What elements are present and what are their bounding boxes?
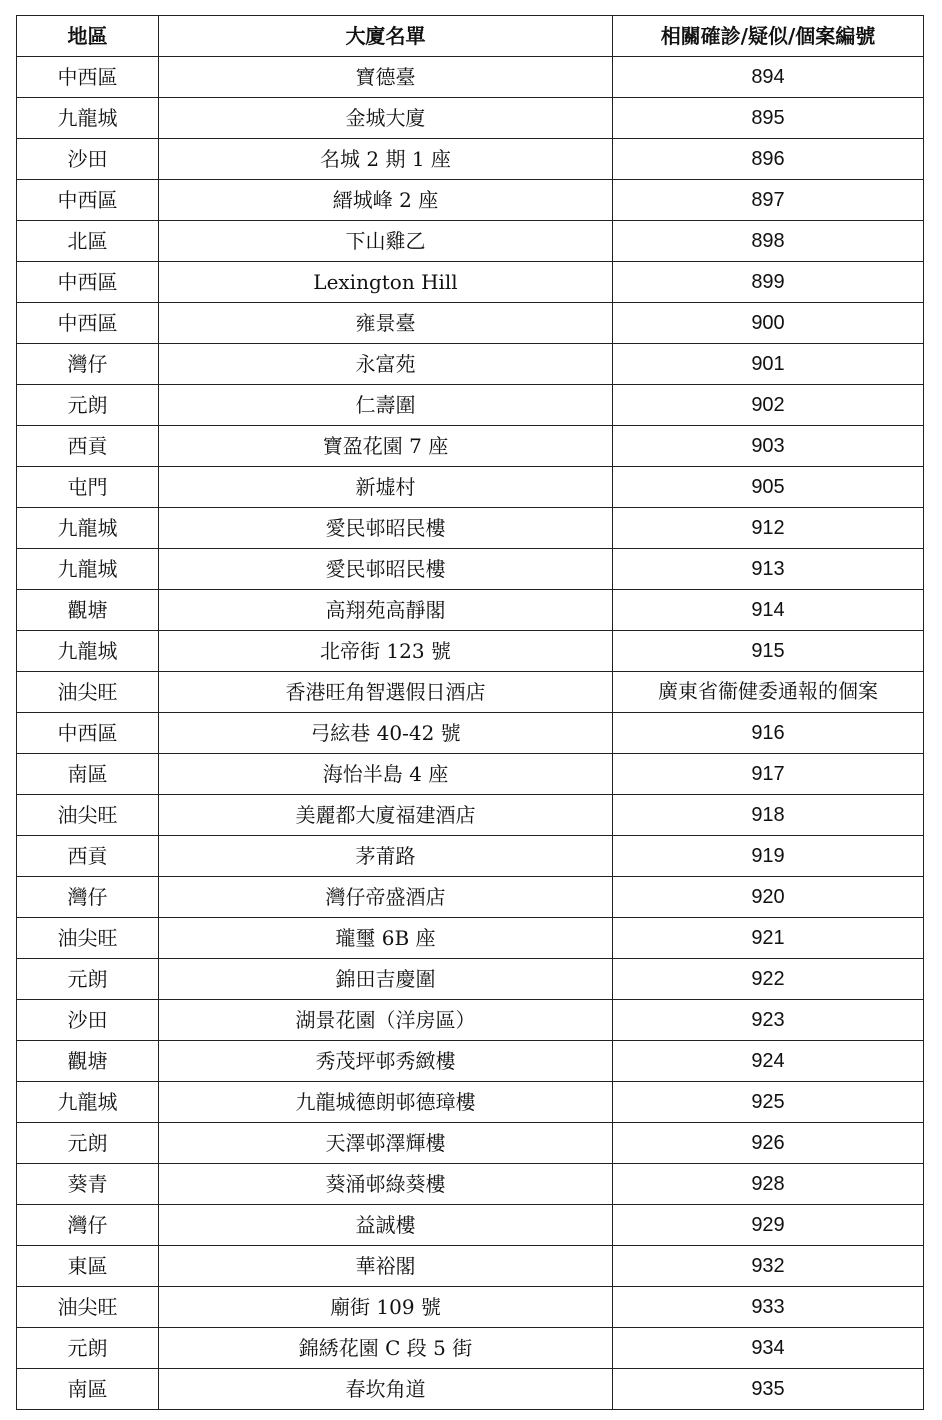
district-cell: 油尖旺 (17, 918, 159, 959)
table-row (17, 836, 924, 877)
district-cell: 中西區 (17, 713, 159, 754)
table-row (17, 1000, 924, 1041)
table-row (17, 1164, 924, 1205)
case-number-cell: 898 (613, 221, 924, 262)
case-number-cell: 923 (613, 1000, 924, 1041)
table-row (17, 221, 924, 262)
building-name-cell: 縉城峰 2 座 (159, 180, 613, 221)
building-name-cell: 永富苑 (159, 344, 613, 385)
table-row (17, 426, 924, 467)
building-name-cell: 弓絃巷 40-42 號 (159, 713, 613, 754)
building-name-cell: 金城大廈 (159, 98, 613, 139)
case-number-cell: 914 (613, 590, 924, 631)
building-name-cell: 高翔苑高靜閣 (159, 590, 613, 631)
case-number-cell: 920 (613, 877, 924, 918)
district-cell: 灣仔 (17, 344, 159, 385)
district-cell: 九龍城 (17, 631, 159, 672)
table-row (17, 303, 924, 344)
building-name-cell: 湖景花園（洋房區） (159, 1000, 613, 1041)
district-cell: 中西區 (17, 303, 159, 344)
district-cell: 中西區 (17, 57, 159, 98)
building-name-cell: 美麗都大廈福建酒店 (159, 795, 613, 836)
district-cell: 屯門 (17, 467, 159, 508)
district-cell: 中西區 (17, 180, 159, 221)
table-header-row (17, 16, 924, 57)
case-number-cell: 932 (613, 1246, 924, 1287)
district-cell: 九龍城 (17, 1082, 159, 1123)
building-name-cell: 香港旺角智選假日酒店 (159, 672, 613, 713)
district-cell: 觀塘 (17, 590, 159, 631)
case-number-cell: 廣東省衞健委通報的個案 (613, 672, 924, 713)
district-cell: 南區 (17, 754, 159, 795)
table-row (17, 180, 924, 221)
district-cell: 葵青 (17, 1164, 159, 1205)
building-name-cell: 愛民邨昭民樓 (159, 549, 613, 590)
table-row (17, 508, 924, 549)
case-number-cell: 924 (613, 1041, 924, 1082)
table-row (17, 877, 924, 918)
case-number-cell: 895 (613, 98, 924, 139)
table-row (17, 344, 924, 385)
district-cell: 元朗 (17, 959, 159, 1000)
table-row (17, 959, 924, 1000)
building-name-cell: 雍景臺 (159, 303, 613, 344)
building-name-cell: 茅莆路 (159, 836, 613, 877)
case-number-cell: 918 (613, 795, 924, 836)
building-name-cell: Lexington Hill (159, 262, 613, 303)
district-cell: 元朗 (17, 1123, 159, 1164)
table-row (17, 98, 924, 139)
table-row (17, 1328, 924, 1369)
table-row (17, 385, 924, 426)
table-row (17, 139, 924, 180)
case-number-cell: 905 (613, 467, 924, 508)
case-number-cell: 934 (613, 1328, 924, 1369)
table-row (17, 672, 924, 713)
building-name-cell: 秀茂坪邨秀緻樓 (159, 1041, 613, 1082)
case-number-cell: 912 (613, 508, 924, 549)
table-row (17, 1123, 924, 1164)
case-number-cell: 894 (613, 57, 924, 98)
building-name-cell: 天澤邨澤輝樓 (159, 1123, 613, 1164)
case-number-column-header: 相關確診/疑似/個案編號 (613, 16, 924, 57)
table-row (17, 631, 924, 672)
table-row (17, 1041, 924, 1082)
table-row (17, 1287, 924, 1328)
building-name-cell: 春坎角道 (159, 1369, 613, 1410)
table-row (17, 467, 924, 508)
case-number-cell: 935 (613, 1369, 924, 1410)
table-row (17, 1369, 924, 1410)
case-number-cell: 916 (613, 713, 924, 754)
district-cell: 九龍城 (17, 549, 159, 590)
table-row (17, 1246, 924, 1287)
case-number-cell: 902 (613, 385, 924, 426)
case-number-cell: 897 (613, 180, 924, 221)
building-name-cell: 名城 2 期 1 座 (159, 139, 613, 180)
building-name-cell: 愛民邨昭民樓 (159, 508, 613, 549)
building-case-table (16, 15, 924, 1410)
district-cell: 南區 (17, 1369, 159, 1410)
district-cell: 觀塘 (17, 1041, 159, 1082)
building-name-cell: 北帝街 123 號 (159, 631, 613, 672)
case-number-cell: 922 (613, 959, 924, 1000)
district-cell: 元朗 (17, 1328, 159, 1369)
case-number-cell: 903 (613, 426, 924, 467)
district-cell: 灣仔 (17, 877, 159, 918)
case-number-cell: 901 (613, 344, 924, 385)
table-row (17, 262, 924, 303)
building-name-cell: 瓏璽 6B 座 (159, 918, 613, 959)
district-cell: 北區 (17, 221, 159, 262)
table-row (17, 1082, 924, 1123)
building-name-cell: 仁壽圍 (159, 385, 613, 426)
district-cell: 西貢 (17, 836, 159, 877)
case-number-cell: 900 (613, 303, 924, 344)
case-number-cell: 896 (613, 139, 924, 180)
district-cell: 九龍城 (17, 508, 159, 549)
district-cell: 九龍城 (17, 98, 159, 139)
building-name-cell: 錦綉花園 C 段 5 街 (159, 1328, 613, 1369)
building-name-cell: 九龍城德朗邨德璋樓 (159, 1082, 613, 1123)
table-row (17, 590, 924, 631)
case-number-cell: 926 (613, 1123, 924, 1164)
building-name-cell: 廟街 109 號 (159, 1287, 613, 1328)
building-name-cell: 寶德臺 (159, 57, 613, 98)
case-number-cell: 915 (613, 631, 924, 672)
district-cell: 東區 (17, 1246, 159, 1287)
case-number-cell: 917 (613, 754, 924, 795)
building-name-cell: 新墟村 (159, 467, 613, 508)
district-cell: 元朗 (17, 385, 159, 426)
district-cell: 油尖旺 (17, 795, 159, 836)
table-row (17, 1205, 924, 1246)
case-number-cell: 899 (613, 262, 924, 303)
table-row (17, 57, 924, 98)
district-cell: 沙田 (17, 1000, 159, 1041)
table-row (17, 713, 924, 754)
building-name-cell: 灣仔帝盛酒店 (159, 877, 613, 918)
district-cell: 西貢 (17, 426, 159, 467)
building-name-cell: 寶盈花園 7 座 (159, 426, 613, 467)
building-column-header: 大廈名單 (159, 16, 613, 57)
building-name-cell: 華裕閣 (159, 1246, 613, 1287)
table-row (17, 549, 924, 590)
building-name-cell: 下山雞乙 (159, 221, 613, 262)
case-number-cell: 913 (613, 549, 924, 590)
district-cell: 油尖旺 (17, 1287, 159, 1328)
building-name-cell: 海怡半島 4 座 (159, 754, 613, 795)
building-name-cell: 益誠樓 (159, 1205, 613, 1246)
table-row (17, 795, 924, 836)
district-column-header: 地區 (17, 16, 159, 57)
district-cell: 中西區 (17, 262, 159, 303)
case-number-cell: 925 (613, 1082, 924, 1123)
district-cell: 灣仔 (17, 1205, 159, 1246)
building-name-cell: 錦田吉慶圍 (159, 959, 613, 1000)
case-number-cell: 921 (613, 918, 924, 959)
building-name-cell: 葵涌邨綠葵樓 (159, 1164, 613, 1205)
case-number-cell: 929 (613, 1205, 924, 1246)
table-body (17, 57, 924, 1410)
case-number-cell: 919 (613, 836, 924, 877)
district-cell: 油尖旺 (17, 672, 159, 713)
district-cell: 沙田 (17, 139, 159, 180)
table-row (17, 754, 924, 795)
case-number-cell: 933 (613, 1287, 924, 1328)
case-number-cell: 928 (613, 1164, 924, 1205)
table-row (17, 918, 924, 959)
